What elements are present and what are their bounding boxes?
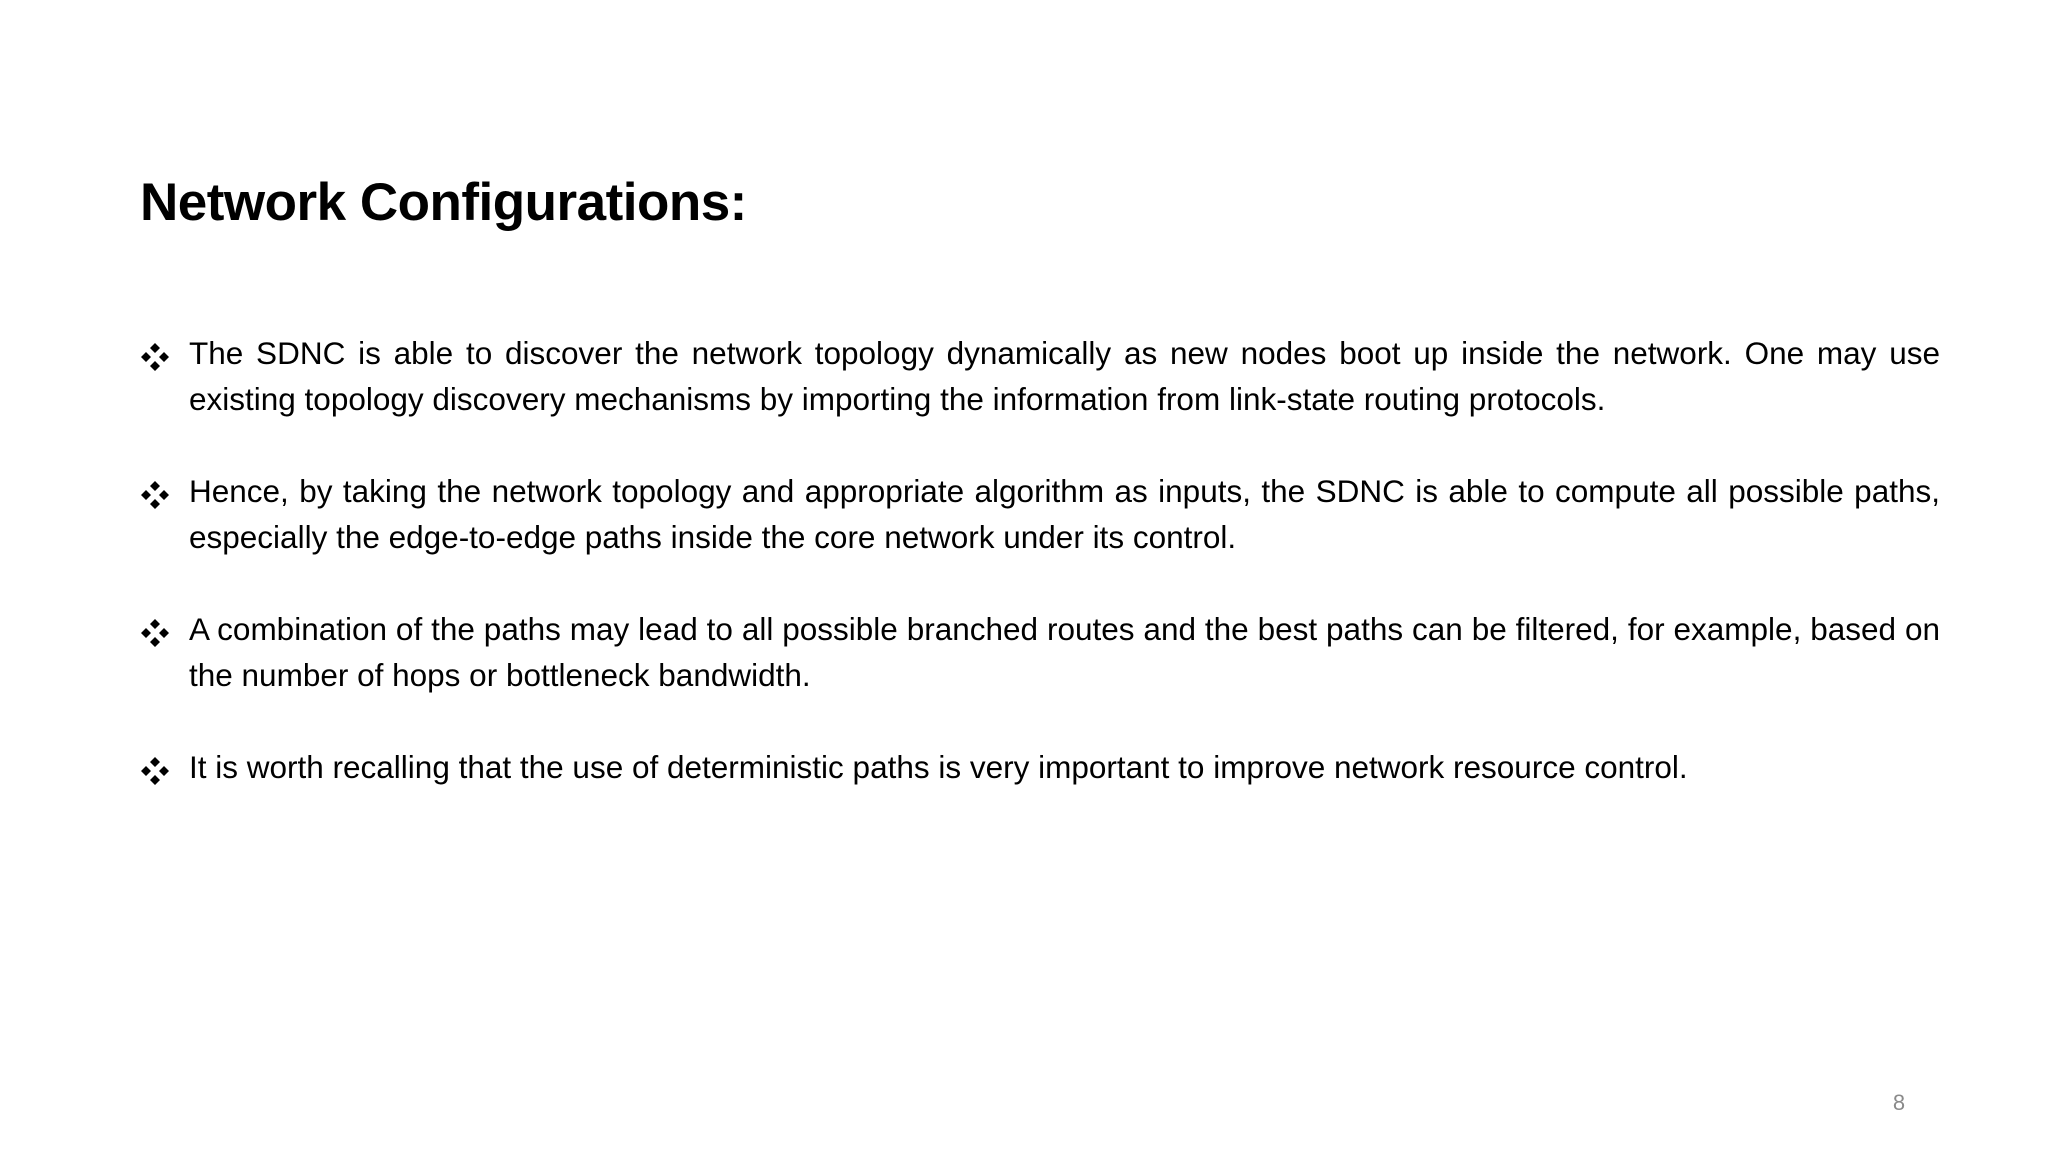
page-number: 8 bbox=[1892, 1090, 1906, 1115]
bullet-item bbox=[140, 330, 1940, 422]
slide-title: Network Configurations: bbox=[140, 173, 747, 232]
bullet-text: Hence, by taking the network topology and appropriate algorithm as inputs, the SDNC is able to compute all possible paths, especially the edge-to-edge paths inside the core network under its control. bbox=[189, 473, 1940, 555]
bullet-text: The SDNC is able to discover the network topology dynamically as new nodes boot up inside the network. One may use existing topology discovery mechanisms by importing the information from link-state routing protocols. bbox=[189, 335, 1940, 417]
bullet-list bbox=[140, 330, 1940, 790]
bullet-text: A combination of the paths may lead to all possible branched routes and the best paths can be filtered, for example, based on the number of hops or bottleneck bandwidth. bbox=[189, 611, 1940, 693]
four-diamond-bullet-icon bbox=[140, 756, 170, 786]
four-diamond-bullet-icon bbox=[140, 618, 170, 648]
four-diamond-bullet-icon bbox=[140, 342, 170, 372]
bullet-text: It is worth recalling that the use of deterministic paths is very important to improve network resource control. bbox=[189, 749, 1688, 785]
bullet-item bbox=[140, 606, 1940, 698]
four-diamond-bullet-icon bbox=[140, 480, 170, 510]
bullet-item bbox=[140, 744, 1940, 790]
bullet-item bbox=[140, 468, 1940, 560]
